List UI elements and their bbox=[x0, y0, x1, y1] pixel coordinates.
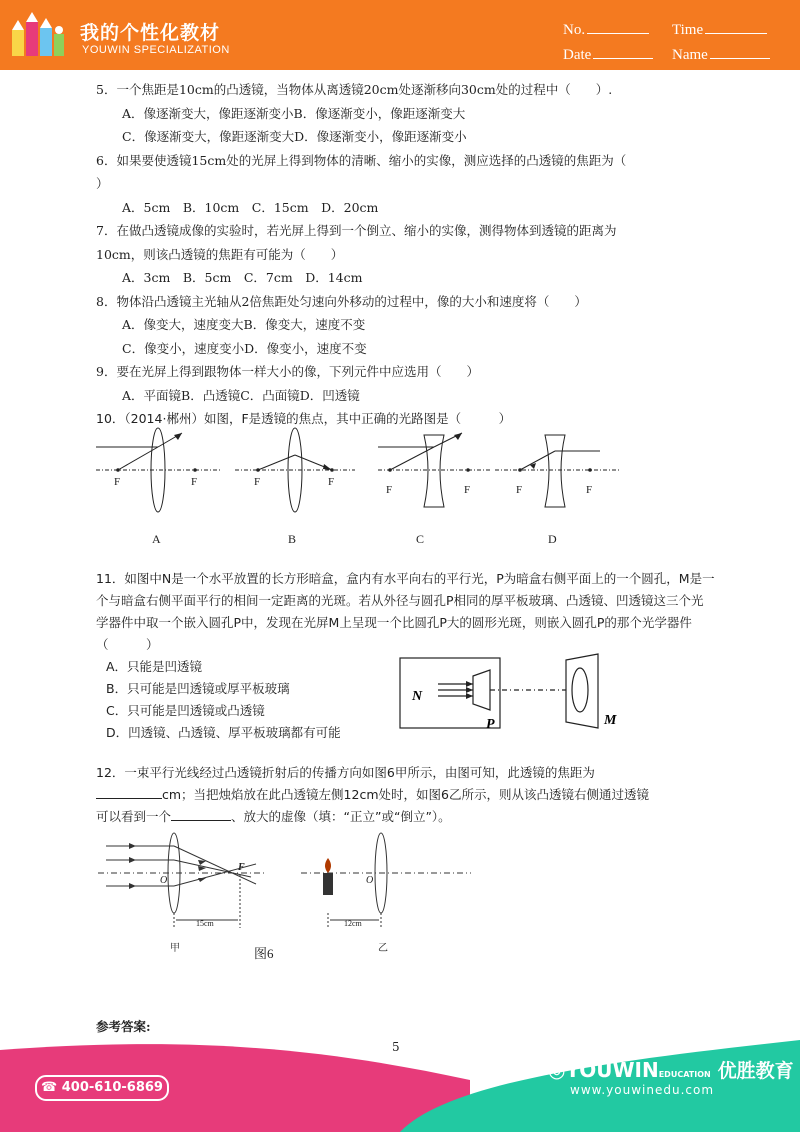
q5-options-ab: A．像逐渐变大，像距逐渐变小B．像逐渐变小，像距逐渐变大 bbox=[122, 105, 466, 121]
name-field: Name bbox=[672, 45, 770, 64]
castle-logo-icon bbox=[8, 8, 70, 62]
svg-text:乙: 乙 bbox=[378, 943, 388, 954]
q11-option-d: D．凹透镜、凸透镜、厚平板玻璃都有可能 bbox=[106, 725, 341, 740]
q10-stem: 10．（2014·郴州）如图，F是透镜的焦点，其中正确的光路图是（ ） bbox=[96, 411, 512, 426]
q11-option-b: B．只可能是凹透镜或厚平板玻璃 bbox=[106, 681, 290, 696]
svg-text:N: N bbox=[412, 689, 423, 704]
q9-options: A．平面镜B．凸透镜C．凸面镜D．凹透镜 bbox=[122, 387, 360, 403]
q9-stem: 9．要在光屏上得到跟物体一样大小的像，下列元件中应选用（ ） bbox=[96, 364, 479, 379]
svg-text:12cm: 12cm bbox=[344, 919, 362, 928]
q11-darkbox-diagram bbox=[398, 652, 638, 734]
worksheet-content bbox=[96, 78, 712, 431]
svg-text:F: F bbox=[191, 476, 198, 488]
svg-text:F: F bbox=[254, 476, 261, 488]
q12-stem-1: 12．一束平行光线经过凸透镜折射后的传播方向如图6甲所示，由图可知，此透镜的焦距为 bbox=[96, 765, 595, 780]
footer-brand: ◎YOUWINEDUCATION 优胜教育 www.youwinedu.com bbox=[548, 1058, 794, 1097]
q8-options-ab: A．像变大，速度变大B．像变大，速度不变 bbox=[122, 317, 366, 332]
q10-label-a: A bbox=[152, 532, 161, 546]
youwin-swirl-icon: ◎ bbox=[548, 1058, 566, 1082]
q10-lens-diagrams bbox=[90, 425, 630, 550]
q6-stem-end: ） bbox=[96, 176, 109, 191]
svg-text:F: F bbox=[238, 862, 245, 873]
brand-title: 我的个性化教材 bbox=[80, 22, 221, 44]
svg-text:F: F bbox=[464, 484, 471, 496]
q12-stem-2: cm；当把烛焰放在此凸透镜左侧12cm处时，如图6乙所示，则从该凸透镜右侧通过透镜 bbox=[96, 784, 716, 806]
svg-text:甲: 甲 bbox=[170, 943, 180, 954]
q10-label-c: C bbox=[416, 532, 425, 546]
svg-text:P: P bbox=[486, 717, 495, 732]
footer-url[interactable]: www.youwinedu.com bbox=[570, 1083, 715, 1097]
q12-block bbox=[96, 762, 716, 828]
q12-blank-focal[interactable] bbox=[96, 784, 162, 799]
q12-stem-3: 可以看到一个 、放大的虚像（填：“正立”或“倒立”）。 bbox=[96, 806, 716, 828]
q6-stem: 6．如果要使透镜15cm处的光屏上得到物体的清晰、缩小的实像，测应选择的凸透镜的焦距为（ bbox=[96, 152, 627, 168]
svg-text:图6: 图6 bbox=[254, 946, 274, 961]
svg-text:F: F bbox=[114, 476, 121, 488]
svg-text:M: M bbox=[604, 713, 617, 728]
svg-text:F: F bbox=[386, 484, 393, 496]
q8-options-cd: C．像变小，速度变小D．像变小，速度不变 bbox=[122, 340, 367, 356]
brand-subtitle: YOUWIN SPECIALIZATION bbox=[82, 44, 230, 56]
q12-blank-image-type[interactable] bbox=[171, 806, 231, 821]
date-field: Date bbox=[563, 45, 653, 64]
q7-options: A．3cm B．5cm C．7cm D．14cm bbox=[122, 270, 363, 285]
q11-stem: 11．如图中N是一个水平放置的长方形暗盒，盒内有水平向右的平行光，P为暗盒右侧平面上的一个圆孔，M是一个与暗盒右侧平面平行的相间一定距离的光斑。若从外径与圆孔P相同的厚平板玻璃、凸透镜、凹透镜这三个光学器件中取一个嵌入圆孔P中，发现在光屏M上呈现一个比圆孔P大的圆形光斑，则嵌入圆孔P的那个光学器件（ ） bbox=[96, 571, 715, 652]
q10-label-d: D bbox=[548, 532, 557, 546]
q12-figure-6 bbox=[96, 828, 476, 963]
phone-icon: ☎ bbox=[41, 1080, 62, 1095]
svg-text:F: F bbox=[516, 484, 523, 496]
q5-options-cd: C．像逐渐变大，像距逐渐变大D．像逐渐变小，像距逐渐变小 bbox=[122, 129, 467, 144]
svg-text:15cm: 15cm bbox=[196, 919, 214, 928]
phone-number: ☎ 400-610-6869 bbox=[35, 1075, 169, 1101]
svg-text:O: O bbox=[160, 875, 168, 886]
q11-option-a: A．只能是凹透镜 bbox=[106, 659, 203, 674]
q7-stem: 7．在做凸透镜成像的实验时，若光屏上得到一个倒立、缩小的实像，测得物体到透镜的距离为 bbox=[96, 223, 617, 238]
q7-stem-cont: 10cm，则该凸透镜的焦距有可能为（ ） bbox=[96, 246, 344, 262]
q11-option-c: C．只可能是凹透镜或凸透镜 bbox=[106, 703, 265, 718]
no-field: No. bbox=[563, 20, 649, 39]
svg-text:F: F bbox=[328, 476, 335, 488]
q10-label-b: B bbox=[288, 532, 297, 546]
time-field: Time bbox=[672, 20, 767, 39]
svg-text:F: F bbox=[586, 484, 593, 496]
svg-text:O: O bbox=[366, 875, 374, 886]
answers-heading: 参考答案: bbox=[96, 1019, 151, 1034]
q8-stem: 8．物体沿凸透镜主光轴从2倍焦距处匀速向外移动的过程中，像的大小和速度将（ ） bbox=[96, 293, 587, 309]
q5-stem: 5．一个焦距是10cm的凸透镜，当物体从离透镜20cm处逐渐移向30cm处的过程中（ ）. bbox=[96, 82, 613, 97]
page-number: 5 bbox=[392, 1040, 400, 1054]
q6-options: A．5cm B．10cm C．15cm D．20cm bbox=[122, 199, 379, 215]
header-bar bbox=[0, 0, 800, 70]
